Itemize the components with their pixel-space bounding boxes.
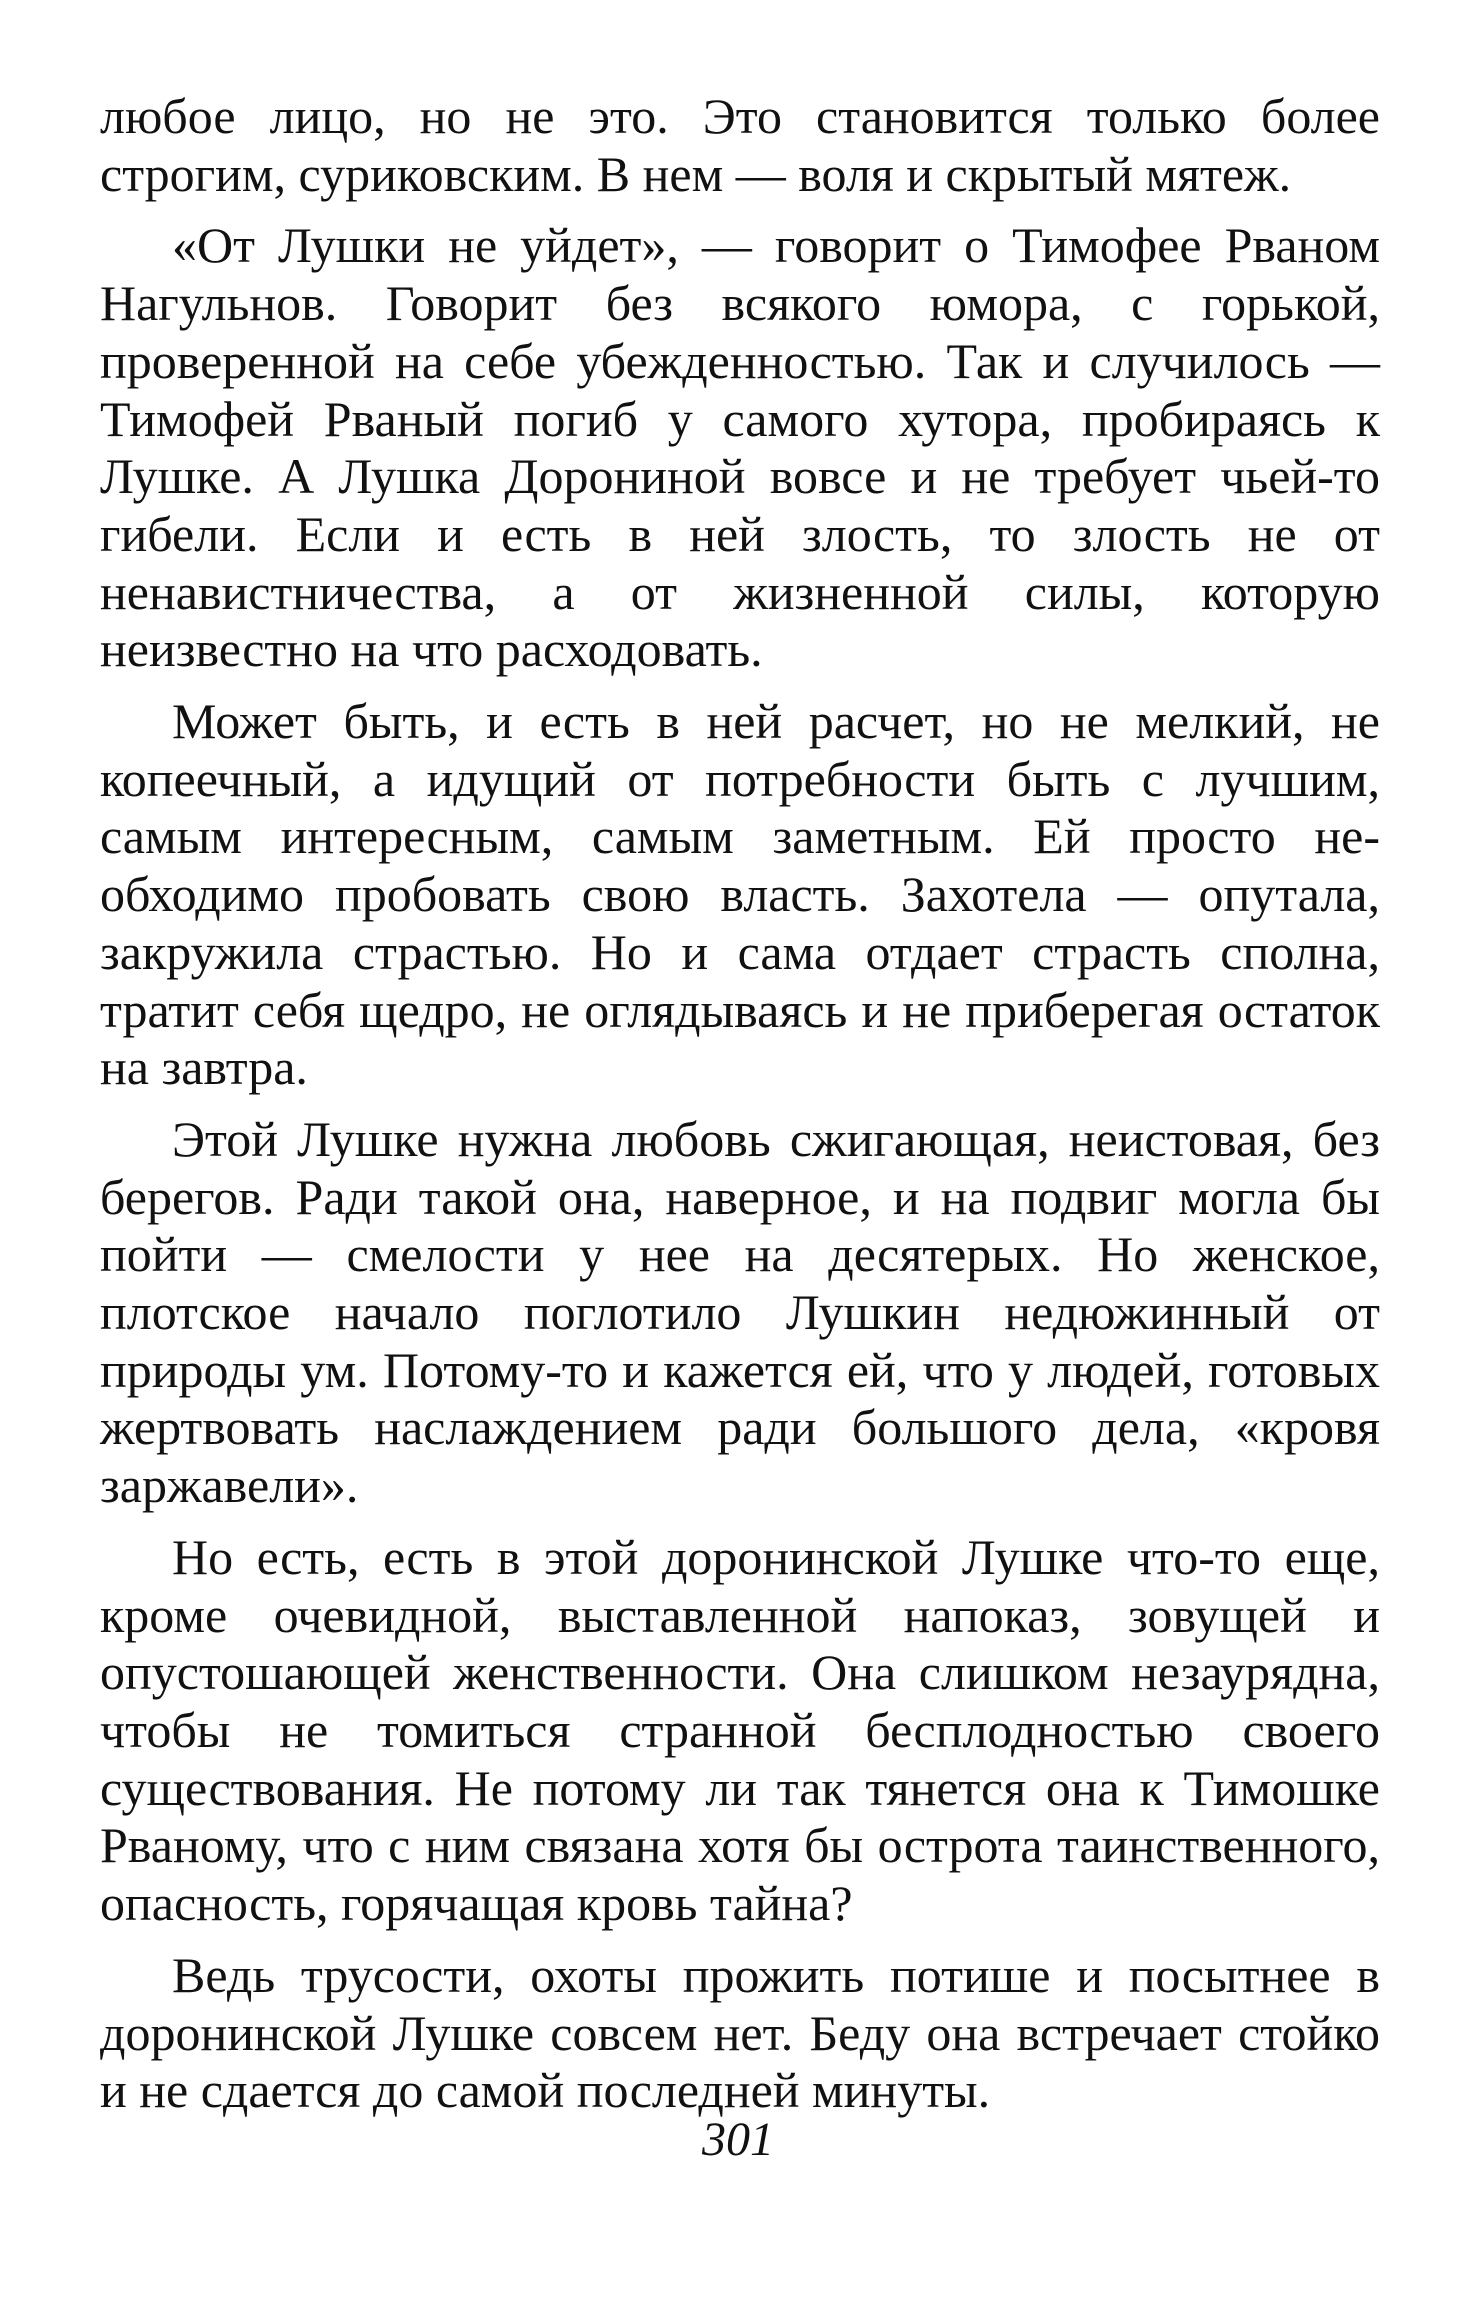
paragraph-4: Этой Лушке нужна любовь сжигающая, неистовая, без берегов. Ради такой она, наверное, и на подвиг могла бы пойти — смелости у нее на десятерых. Но женское, плотское начало поглотило Лушкин недюжинный от природы ум. Потому-то и кажется ей, что у людей, готовых жертвовать наслаждением ради большого дела, «кровя заржавели». bbox=[100, 1110, 1380, 1514]
page-body bbox=[100, 88, 1380, 2134]
paragraph-1: любое лицо, но не это. Это становится только более строгим, суриковским. В нем — воля и скрытый мятеж. bbox=[100, 88, 1380, 202]
paragraph-5: Но есть, есть в этой доронинской Лушке что-то еще, кроме очевидной, выставленной напоказ, зовущей и опустошающей женственности. Она слишком незаурядна, чтобы не томиться странной бесплодностью своего существования. Не потому ли так тянется она к Тимошке Рваному, что с ним связана хотя бы острота таинственного, опасность, горячащая кровь тайна? bbox=[100, 1528, 1380, 1932]
paragraph-2: «От Лушки не уйдет», — говорит о Тимофее Рваном Нагульнов. Говорит без всякого юмора, с горькой, проверенной на себе убежденностью. Так и случилось — Тимофей Рваный погиб у самого хутора, пробираясь к Лушке. А Лушка Дорониной вовсе и не требует чьей-то гибели. Если и есть в ней злость, то злость не от ненавистничества, а от жизненной силы, которую неизвестно на что расходовать. bbox=[100, 217, 1380, 678]
paragraph-3: Может быть, и есть в ней расчет, но не мелкий, не копеечный, а идущий от потребности быть с лучшим, самым интересным, самым заметным. Ей просто необходимо пробовать свою власть. Захотела — опутала, закружила страстью. Но и сама отдает страсть сполна, тратит себя щедро, не оглядываясь и не приберегая остаток на завтра. bbox=[100, 693, 1380, 1096]
page-number: 301 bbox=[702, 2113, 774, 2166]
paragraph-6: Ведь трусости, охоты прожить потише и посытнее в доронинской Лушке совсем нет. Беду она встречает стойко и не сдается до самой последней минуты. bbox=[100, 1946, 1380, 2119]
